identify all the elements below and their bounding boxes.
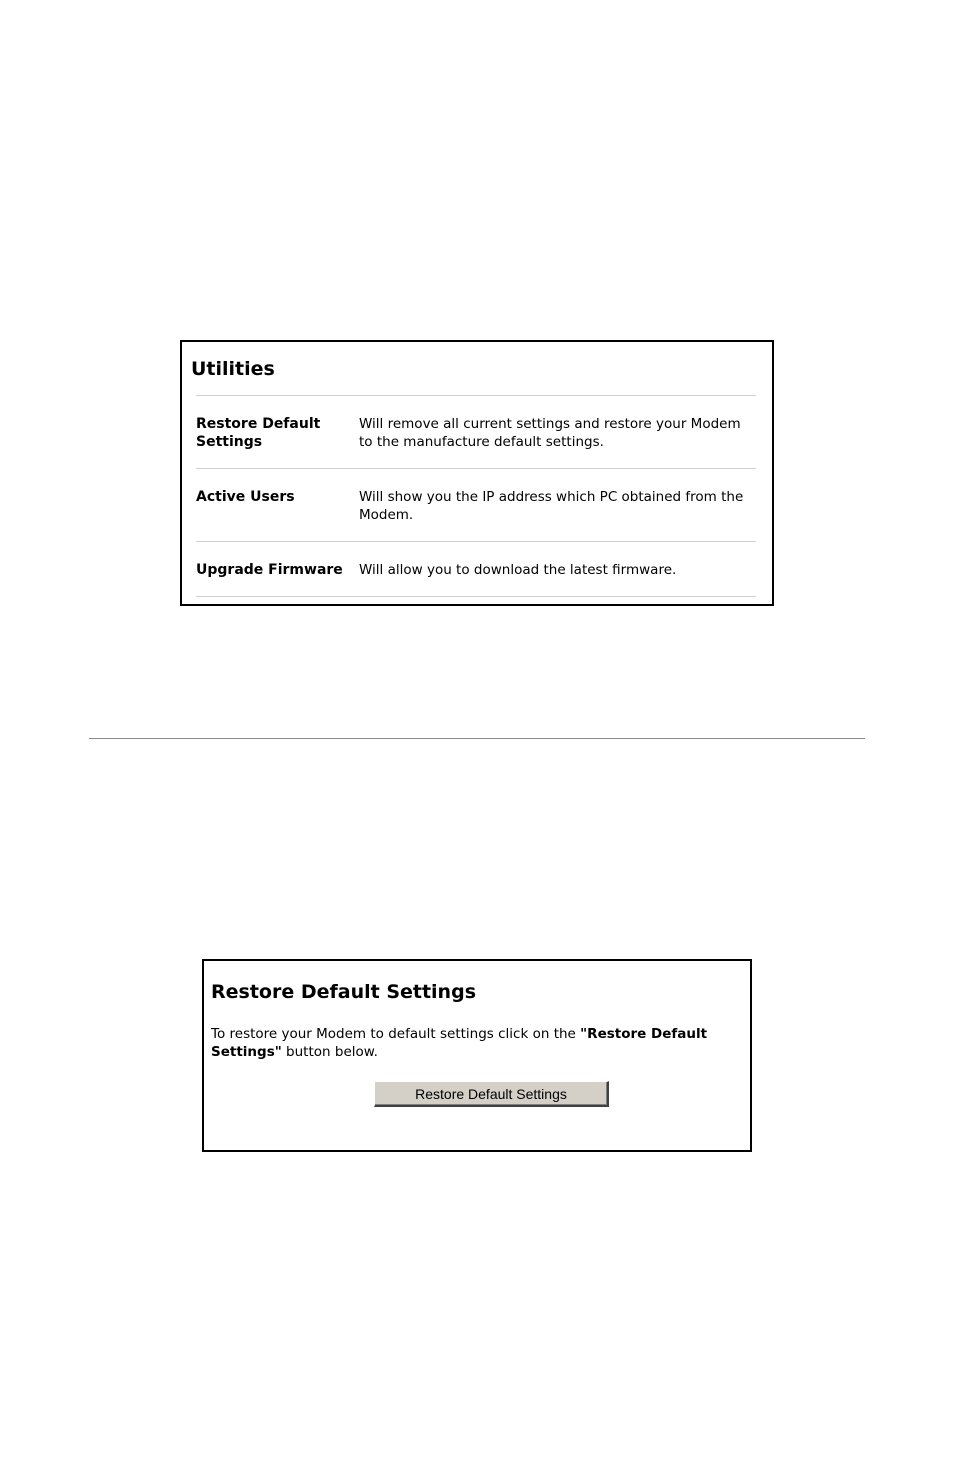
restore-default-settings-button[interactable]: Restore Default Settings bbox=[374, 1081, 609, 1107]
restore-text-emphasis: "Restore Default Settings" bbox=[211, 1026, 708, 1060]
util-description: Will remove all current settings and restore your Modem to the manufacture default settings. bbox=[359, 416, 741, 450]
utilities-panel bbox=[180, 340, 774, 606]
util-description: Will show you the IP address which PC obtained from the Modem. bbox=[359, 489, 744, 523]
page-divider bbox=[89, 738, 865, 739]
restore-panel bbox=[202, 959, 752, 1152]
util-name-upgrade-firmware[interactable] bbox=[196, 561, 356, 579]
util-row-upgrade-firmware bbox=[196, 542, 756, 597]
util-name-active-users[interactable] bbox=[196, 488, 356, 506]
restore-instructions bbox=[211, 1025, 745, 1061]
util-row-restore-default-settings bbox=[196, 396, 756, 469]
utilities-title: Utilities bbox=[191, 358, 275, 380]
utilities-list bbox=[196, 395, 756, 597]
util-row-active-users bbox=[196, 469, 756, 542]
restore-text-prefix: To restore your Modem to default settings click on the bbox=[211, 1026, 581, 1042]
util-name-restore-default-settings[interactable] bbox=[196, 415, 356, 451]
restore-text-suffix: button below. bbox=[281, 1044, 378, 1060]
util-name-line1: Restore Default bbox=[196, 416, 321, 432]
util-name-line1: Upgrade Firmware bbox=[196, 562, 343, 578]
util-name-line2: Settings bbox=[196, 434, 263, 450]
restore-title: Restore Default Settings bbox=[211, 981, 476, 1003]
util-description: Will allow you to download the latest firmware. bbox=[359, 562, 677, 578]
util-name-line1: Active Users bbox=[196, 489, 295, 505]
